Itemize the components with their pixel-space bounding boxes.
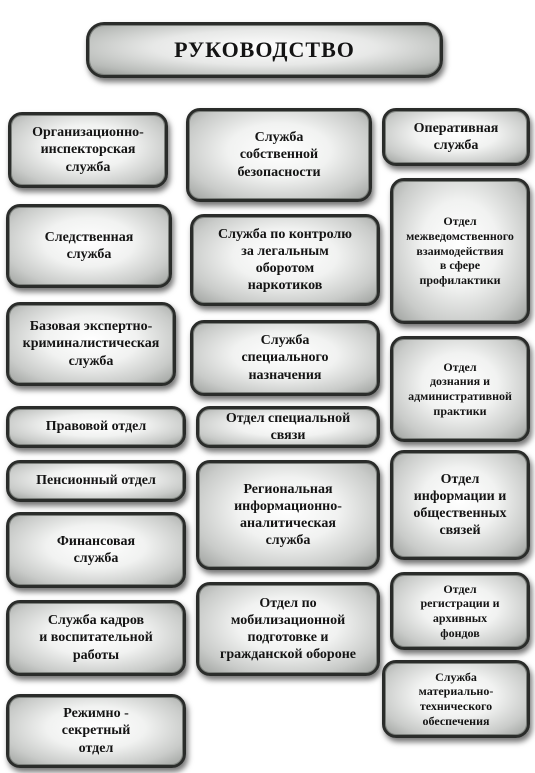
mobilization-civil-defense-department: Отдел по мобилизационной подготовке и гражданской обороне (196, 582, 380, 676)
inquiry-administrative-practice-department: Отдел дознания и административной практики (390, 336, 530, 442)
interagency-prevention-department: Отдел межведомственного взаимодействия в сфере профилактики (390, 178, 530, 324)
finance-service: Финансовая служба (6, 512, 186, 588)
management-header: РУКОВОДСТВО (86, 22, 443, 78)
internal-security-service: Служба собственной безопасности (186, 108, 372, 202)
logistics-support-service: Служба материально- технического обеспечения (382, 660, 530, 738)
organizational-inspection-service: Организационно- инспекторская служба (8, 112, 168, 188)
regional-analytics-service: Региональная информационно- аналитическая служба (196, 460, 380, 570)
special-purpose-service: Служба специального назначения (190, 320, 380, 396)
personnel-service: Служба кадров и воспитательной работы (6, 600, 186, 676)
investigative-service: Следственная служба (6, 204, 172, 288)
operations-service: Оперативная служба (382, 108, 530, 166)
narcotics-control-service: Служба по контролю за легальным оборотом наркотиков (190, 214, 380, 306)
secret-regime-department: Режимно - секретный отдел (6, 694, 186, 768)
forensic-service: Базовая экспертно- криминалистическая служба (6, 302, 176, 386)
legal-department: Правовой отдел (6, 406, 186, 448)
special-communications-department: Отдел специальной связи (196, 406, 380, 448)
information-public-relations-department: Отдел информации и общественных связей (390, 450, 530, 560)
registration-archives-department: Отдел регистрации и архивных фондов (390, 572, 530, 650)
pension-department: Пенсионный отдел (6, 460, 186, 502)
